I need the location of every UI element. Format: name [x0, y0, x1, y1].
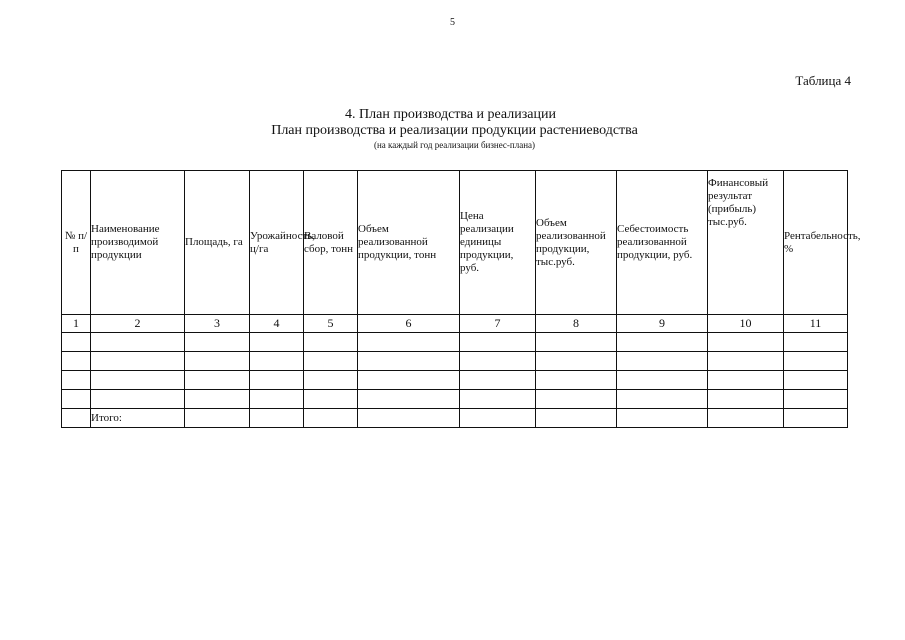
header-row [62, 171, 848, 315]
total-label: Итого: [91, 409, 185, 428]
table-cell [185, 333, 250, 352]
column-number: 2 [91, 315, 185, 333]
table-cell [460, 352, 536, 371]
table-row [62, 333, 848, 352]
table-cell [536, 371, 617, 390]
section-title: 4. План производства и реализации [345, 107, 556, 122]
table-cell [358, 371, 460, 390]
column-number: 6 [358, 315, 460, 333]
column-number: 3 [185, 315, 250, 333]
header-cell: Наименование производимой продукции [91, 171, 185, 315]
table-cell [185, 390, 250, 409]
table-cell [185, 352, 250, 371]
table-cell [617, 409, 708, 428]
table-cell [304, 390, 358, 409]
page-number: 5 [450, 17, 455, 28]
column-number-row [62, 315, 848, 333]
table-cell [460, 333, 536, 352]
header-cell: Рентабельность, % [784, 171, 848, 315]
column-number: 1 [62, 315, 91, 333]
table-cell [617, 390, 708, 409]
column-number: 10 [708, 315, 784, 333]
table-caption: Таблица 4 [795, 73, 851, 88]
title-block [0, 107, 905, 151]
table-cell [185, 371, 250, 390]
table-cell [784, 371, 848, 390]
table-row [62, 352, 848, 371]
header-cell: Объем реализованной продукции, тыс.руб. [536, 171, 617, 315]
table-cell [185, 409, 250, 428]
table-cell [617, 333, 708, 352]
table-cell [250, 333, 304, 352]
table-cell [250, 352, 304, 371]
table-cell [91, 371, 185, 390]
table-cell [250, 390, 304, 409]
header-cell: № п/п [62, 171, 91, 315]
column-number: 4 [250, 315, 304, 333]
table-cell [617, 371, 708, 390]
table-cell [250, 409, 304, 428]
table-cell [358, 333, 460, 352]
table-cell [784, 352, 848, 371]
table-cell [62, 352, 91, 371]
table-cell [708, 409, 784, 428]
column-number: 11 [784, 315, 848, 333]
table-cell [784, 333, 848, 352]
table-cell [62, 333, 91, 352]
column-number: 7 [460, 315, 536, 333]
table-row [62, 371, 848, 390]
table-cell [708, 371, 784, 390]
column-number: 5 [304, 315, 358, 333]
table-cell [62, 409, 91, 428]
table-cell [617, 352, 708, 371]
table-cell [460, 409, 536, 428]
header-cell: Финансовый результат (прибыль) тыс.руб. [708, 171, 784, 315]
table-cell [536, 333, 617, 352]
table-subtitle: (на каждый год реализации бизнес-плана) [373, 140, 536, 150]
table-cell [536, 390, 617, 409]
header-cell: Урожайность, ц/га [250, 171, 304, 315]
header-cell: Объем реализованной продукции, тонн [358, 171, 460, 315]
table-cell [358, 390, 460, 409]
table-title: План производства и реализации продукции растениеводства [271, 123, 638, 138]
column-number: 9 [617, 315, 708, 333]
table-cell [250, 371, 304, 390]
table-cell [304, 409, 358, 428]
table-cell [460, 371, 536, 390]
header-cell: Цена реализации единицы продукции, руб. [460, 171, 536, 315]
table-row [62, 390, 848, 409]
table-cell [62, 390, 91, 409]
table-cell [358, 352, 460, 371]
table-cell [91, 390, 185, 409]
table-cell [358, 409, 460, 428]
table-cell [304, 371, 358, 390]
table-cell [536, 409, 617, 428]
table-cell [460, 390, 536, 409]
total-row [62, 409, 848, 428]
table-cell [784, 390, 848, 409]
table-cell [91, 352, 185, 371]
table-cell [708, 352, 784, 371]
header-cell: Площадь, га [185, 171, 250, 315]
table-cell [708, 333, 784, 352]
table-cell [708, 390, 784, 409]
column-number: 8 [536, 315, 617, 333]
table-cell [91, 333, 185, 352]
production-plan-table [61, 170, 861, 428]
table-cell [62, 371, 91, 390]
header-cell: Себестоимость реализованной продукции, руб. [617, 171, 708, 315]
table-cell [784, 409, 848, 428]
table-cell [536, 352, 617, 371]
table-cell [304, 352, 358, 371]
table-cell [304, 333, 358, 352]
header-cell: Валовой сбор, тонн [304, 171, 358, 315]
